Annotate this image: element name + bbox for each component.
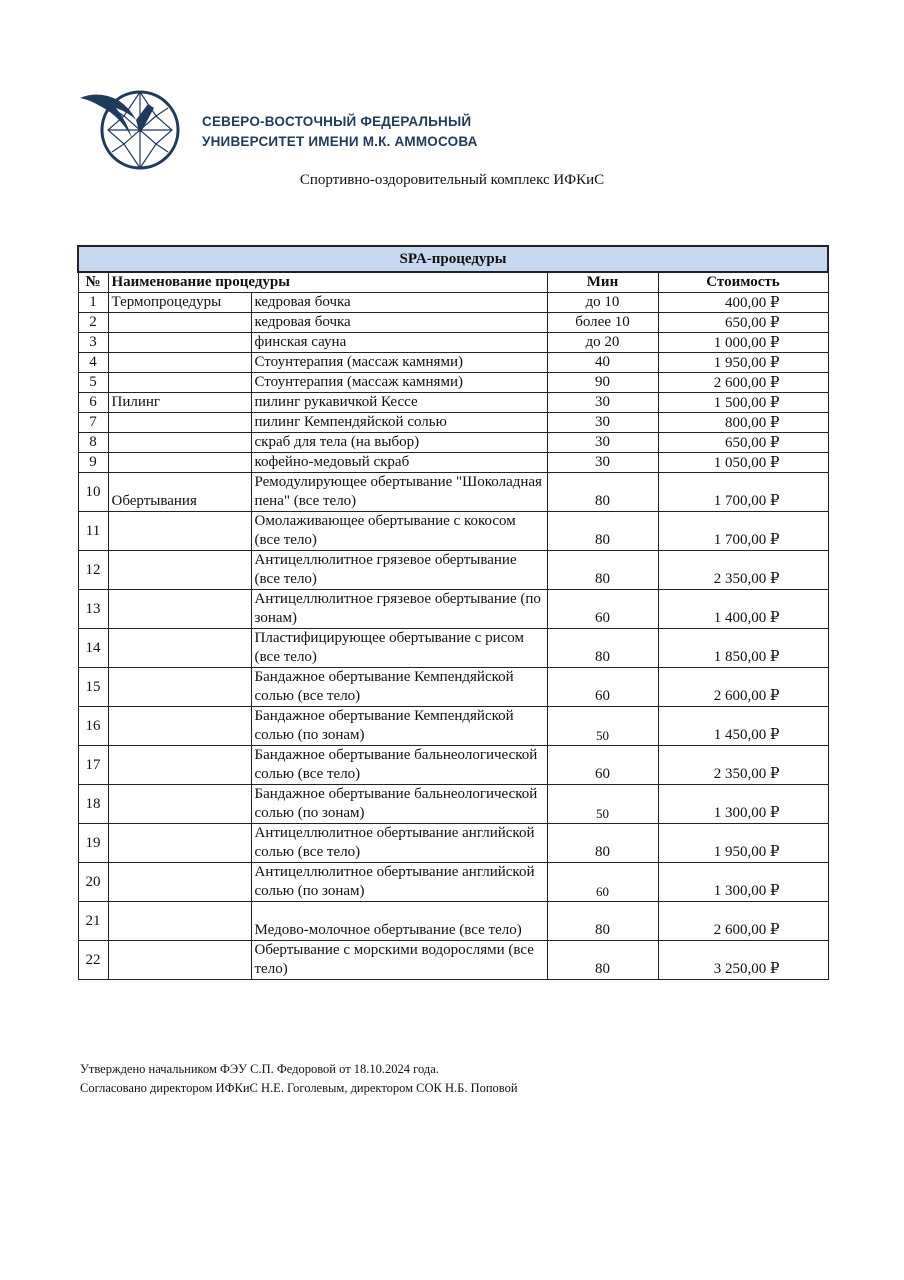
column-header-min: Мин [547, 272, 658, 293]
row-price: 1 300,00 ₽ [658, 863, 828, 902]
row-price: 2 350,00 ₽ [658, 551, 828, 590]
row-duration: более 10 [547, 313, 658, 333]
row-category: Термопроцедуры [108, 293, 251, 313]
row-price: 650,00 ₽ [658, 433, 828, 453]
row-number: 10 [78, 473, 108, 512]
row-price: 3 250,00 ₽ [658, 941, 828, 980]
table-row [78, 453, 828, 473]
row-procedure: Антицеллюлитное грязевое обертывание (все тело) [251, 551, 547, 590]
table-row [78, 941, 828, 980]
row-price: 1 700,00 ₽ [658, 512, 828, 551]
row-number: 5 [78, 373, 108, 393]
row-price: 1 950,00 ₽ [658, 353, 828, 373]
footer-note [80, 1060, 518, 1098]
row-procedure: Обертывание с морскими водорослями (все тело) [251, 941, 547, 980]
row-price: 1 700,00 ₽ [658, 473, 828, 512]
row-procedure: Стоунтерапия (массаж камнями) [251, 353, 547, 373]
row-procedure: Медово-молочное обертывание (все тело) [251, 902, 547, 941]
university-name-line2: УНИВЕРСИТЕТ ИМЕНИ М.К. АММОСОВА [202, 134, 478, 149]
row-category: Обертывания [108, 473, 251, 512]
row-number: 2 [78, 313, 108, 333]
row-procedure: Омолаживающее обертывание с кокосом (все тело) [251, 512, 547, 551]
table-row [78, 629, 828, 668]
column-header-name: Наименование процедуры [108, 272, 547, 293]
row-category [108, 941, 251, 980]
row-procedure: кедровая бочка [251, 313, 547, 333]
row-duration: 50 [547, 707, 658, 746]
table-row [78, 590, 828, 629]
row-duration: 30 [547, 413, 658, 433]
row-number: 17 [78, 746, 108, 785]
row-number: 8 [78, 433, 108, 453]
row-duration: 60 [547, 863, 658, 902]
row-number: 13 [78, 590, 108, 629]
row-price: 1 000,00 ₽ [658, 333, 828, 353]
table-row [78, 551, 828, 590]
row-number: 4 [78, 353, 108, 373]
row-category [108, 746, 251, 785]
row-price: 1 850,00 ₽ [658, 629, 828, 668]
row-category [108, 353, 251, 373]
row-procedure: скраб для тела (на выбор) [251, 433, 547, 453]
table-row [78, 373, 828, 393]
row-duration: 80 [547, 551, 658, 590]
row-duration: 80 [547, 512, 658, 551]
row-duration: 80 [547, 473, 658, 512]
table-row [78, 707, 828, 746]
table-row [78, 293, 828, 313]
row-number: 18 [78, 785, 108, 824]
row-category [108, 433, 251, 453]
row-number: 22 [78, 941, 108, 980]
row-number: 7 [78, 413, 108, 433]
row-price: 1 400,00 ₽ [658, 590, 828, 629]
row-procedure: Бандажное обертывание Кемпендяйской солью (по зонам) [251, 707, 547, 746]
row-number: 3 [78, 333, 108, 353]
university-name [202, 112, 478, 152]
row-duration: до 10 [547, 293, 658, 313]
row-category [108, 313, 251, 333]
row-duration: 30 [547, 393, 658, 413]
row-category [108, 590, 251, 629]
row-procedure: пилинг Кемпендяйской солью [251, 413, 547, 433]
row-price: 1 500,00 ₽ [658, 393, 828, 413]
row-number: 6 [78, 393, 108, 413]
row-procedure: кофейно-медовый скраб [251, 453, 547, 473]
university-name-line1: СЕВЕРО-ВОСТОЧНЫЙ ФЕДЕРАЛЬНЫЙ [202, 114, 472, 129]
university-logo [78, 86, 188, 172]
row-duration: 80 [547, 902, 658, 941]
footer-approved: Утверждено начальником ФЭУ С.П. Федоровой от 18.10.2024 года. [80, 1062, 439, 1076]
table-row [78, 785, 828, 824]
spa-price-table [77, 245, 829, 980]
row-procedure: Антицеллюлитное обертывание английской солью (по зонам) [251, 863, 547, 902]
row-price: 2 600,00 ₽ [658, 373, 828, 393]
table-row [78, 473, 828, 512]
table-row [78, 668, 828, 707]
row-price: 1 450,00 ₽ [658, 707, 828, 746]
table-row [78, 413, 828, 433]
row-price: 2 600,00 ₽ [658, 668, 828, 707]
table-row [78, 512, 828, 551]
table-row [78, 863, 828, 902]
table-row [78, 393, 828, 413]
row-duration: 80 [547, 629, 658, 668]
row-procedure: Бандажное обертывание Кемпендяйской солью (все тело) [251, 668, 547, 707]
row-category [108, 373, 251, 393]
row-procedure: финская сауна [251, 333, 547, 353]
row-procedure: пилинг рукавичкой Кессе [251, 393, 547, 413]
row-number: 16 [78, 707, 108, 746]
table-title: SPA-процедуры [78, 246, 828, 272]
column-header-num: № [78, 272, 108, 293]
row-number: 21 [78, 902, 108, 941]
row-procedure: Антицеллюлитное грязевое обертывание (по зонам) [251, 590, 547, 629]
row-category [108, 863, 251, 902]
row-category [108, 453, 251, 473]
row-number: 12 [78, 551, 108, 590]
row-price: 2 350,00 ₽ [658, 746, 828, 785]
row-duration: 80 [547, 824, 658, 863]
row-duration: 40 [547, 353, 658, 373]
table-row [78, 824, 828, 863]
row-category [108, 707, 251, 746]
row-category [108, 824, 251, 863]
table-row [78, 313, 828, 333]
row-procedure: Стоунтерапия (массаж камнями) [251, 373, 547, 393]
row-price: 1 300,00 ₽ [658, 785, 828, 824]
row-price: 1 050,00 ₽ [658, 453, 828, 473]
row-number: 1 [78, 293, 108, 313]
row-number: 9 [78, 453, 108, 473]
row-procedure: Бандажное обертывание бальнеологической солью (все тело) [251, 746, 547, 785]
row-duration: 60 [547, 590, 658, 629]
row-category [108, 413, 251, 433]
table-row [78, 353, 828, 373]
table-row [78, 746, 828, 785]
table-row [78, 902, 828, 941]
row-price: 400,00 ₽ [658, 293, 828, 313]
row-category [108, 668, 251, 707]
row-duration: до 20 [547, 333, 658, 353]
table-row [78, 333, 828, 353]
row-price: 2 600,00 ₽ [658, 902, 828, 941]
table-row [78, 433, 828, 453]
row-number: 15 [78, 668, 108, 707]
row-category [108, 785, 251, 824]
row-category [108, 333, 251, 353]
row-duration: 90 [547, 373, 658, 393]
row-category [108, 902, 251, 941]
row-procedure: кедровая бочка [251, 293, 547, 313]
row-number: 20 [78, 863, 108, 902]
row-procedure: Пластифицирующее обертывание с рисом (все тело) [251, 629, 547, 668]
complex-title: Спортивно-оздоровительный комплекс ИФКиС [299, 172, 605, 188]
row-category: Пилинг [108, 393, 251, 413]
row-duration: 60 [547, 668, 658, 707]
row-duration: 60 [547, 746, 658, 785]
row-number: 19 [78, 824, 108, 863]
row-duration: 80 [547, 941, 658, 980]
row-price: 800,00 ₽ [658, 413, 828, 433]
row-price: 1 950,00 ₽ [658, 824, 828, 863]
row-procedure: Бандажное обертывание бальнеологической солью (по зонам) [251, 785, 547, 824]
row-duration: 50 [547, 785, 658, 824]
row-number: 11 [78, 512, 108, 551]
row-procedure: Антицеллюлитное обертывание английской солью (все тело) [251, 824, 547, 863]
row-price: 650,00 ₽ [658, 313, 828, 333]
row-category [108, 551, 251, 590]
row-category [108, 512, 251, 551]
row-duration: 30 [547, 453, 658, 473]
row-number: 14 [78, 629, 108, 668]
row-procedure: Ремодулирующее обертывание "Шоколадная пена" (все тело) [251, 473, 547, 512]
row-category [108, 629, 251, 668]
row-duration: 30 [547, 433, 658, 453]
footer-agreed: Согласовано директором ИФКиС Н.Е. Гоголевым, директором СОК Н.Б. Поповой [80, 1081, 518, 1095]
column-header-price: Стоимость [658, 272, 828, 293]
